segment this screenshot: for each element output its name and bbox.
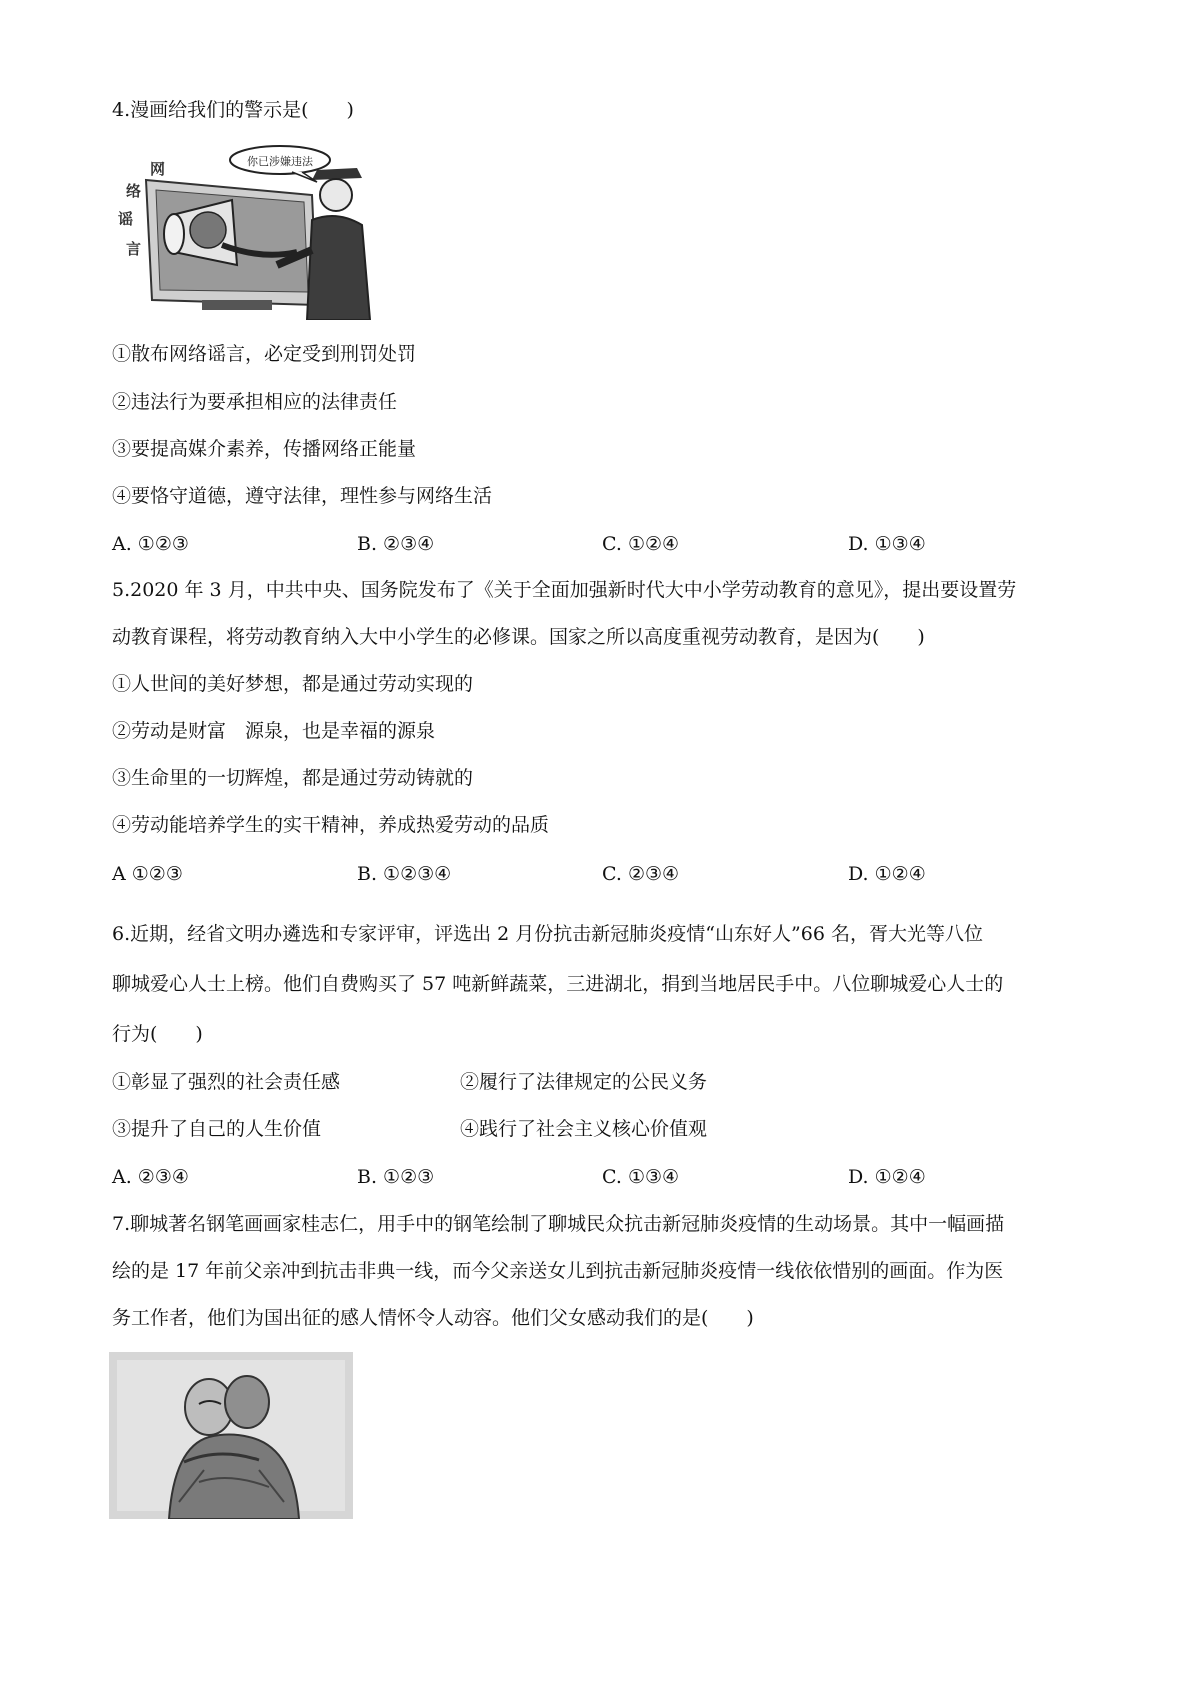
q4-option-c: C. ①②④ [602,533,680,555]
q4-item-2: ②违法行为要承担相应的法律责任 [112,391,398,413]
q6-item-1: ①彰显了强烈的社会责任感 [112,1071,341,1093]
q5-stem-line-2: 动教育课程，将劳动教育纳入大中小学生的必修课。国家之所以高度重视劳动教育，是因为( ) [112,626,925,648]
q7-stem-line-3: 务工作者，他们为国出征的感人情怀令人动容。他们父女感动我们的是( ) [112,1307,754,1329]
q5-item-4: ④劳动能培养学生的实干精神，养成热爱劳动的品质 [112,814,550,836]
q5-option-b: B. ①②③④ [357,863,452,885]
q7-stem-line-1: 7.聊城著名钢笔画画家桂志仁，用手中的钢笔绘制了聊城民众抗击新冠肺炎疫情的生动场景。其中一幅画描 [112,1213,1005,1235]
q6-item-4: ④践行了社会主义核心价值观 [460,1118,708,1140]
q6-option-a: A. ②③④ [112,1166,189,1188]
q7-stem-line-2: 绘的是 17 年前父亲冲到抗击非典一线，而今父亲送女儿到抗击新冠肺炎疫情一线依依惜别的画面。作为医 [112,1260,1004,1282]
q4-item-3: ③要提高媒介素养，传播网络正能量 [112,438,417,460]
q6-item-3: ③提升了自己的人生价值 [112,1118,322,1140]
q6-stem-line-3: 行为( ) [112,1023,203,1045]
q6-stem-line-2: 聊城爱心人士上榜。他们自费购买了 57 吨新鲜蔬菜，三进湖北，捐到当地居民手中。八位聊城爱心人士的 [112,973,1004,995]
q7-pen-drawing-figure [109,1352,353,1519]
q4-stem: 4.漫画给我们的警示是( ) [112,99,354,121]
q4-option-a: A. ①②③ [112,533,189,555]
q6-option-d: D. ①②④ [848,1166,926,1188]
q4-side-char: 谣 [118,210,134,228]
q5-option-c: C. ②③④ [602,863,680,885]
q4-item-4: ④要恪守道德，遵守法律，理性参与网络生活 [112,485,493,507]
q6-option-c: C. ①③④ [602,1166,680,1188]
q6-option-b: B. ①②③ [357,1166,435,1188]
q4-cartoon-figure [112,140,374,320]
q5-item-2: ②劳动是财富 源泉，也是幸福的源泉 [112,720,436,742]
q4-side-char: 网 [150,160,166,178]
q4-item-1: ①散布网络谣言，必定受到刑罚处罚 [112,343,417,365]
q5-option-a: A ①②③ [112,863,183,885]
q6-stem-line-1: 6.近期，经省文明办遴选和专家评审，评选出 2 月份抗击新冠肺炎疫情“山东好人”66 名，胥大光等八位 [112,923,983,945]
q5-item-3: ③生命里的一切辉煌，都是通过劳动铸就的 [112,767,474,789]
q4-side-char: 言 [126,240,142,258]
q4-bubble-text: 你已涉嫌违法 [247,155,313,168]
q5-option-d: D. ①②④ [848,863,926,885]
q5-item-1: ①人世间的美好梦想，都是通过劳动实现的 [112,673,474,695]
q4-option-b: B. ②③④ [357,533,435,555]
q4-side-char: 络 [126,182,142,200]
q4-option-d: D. ①③④ [848,533,926,555]
q5-stem-line-1: 5.2020 年 3 月，中共中央、国务院发布了《关于全面加强新时代大中小学劳动教育的意见》，提出要设置劳 [112,579,1017,601]
q6-item-2: ②履行了法律规定的公民义务 [460,1071,708,1093]
